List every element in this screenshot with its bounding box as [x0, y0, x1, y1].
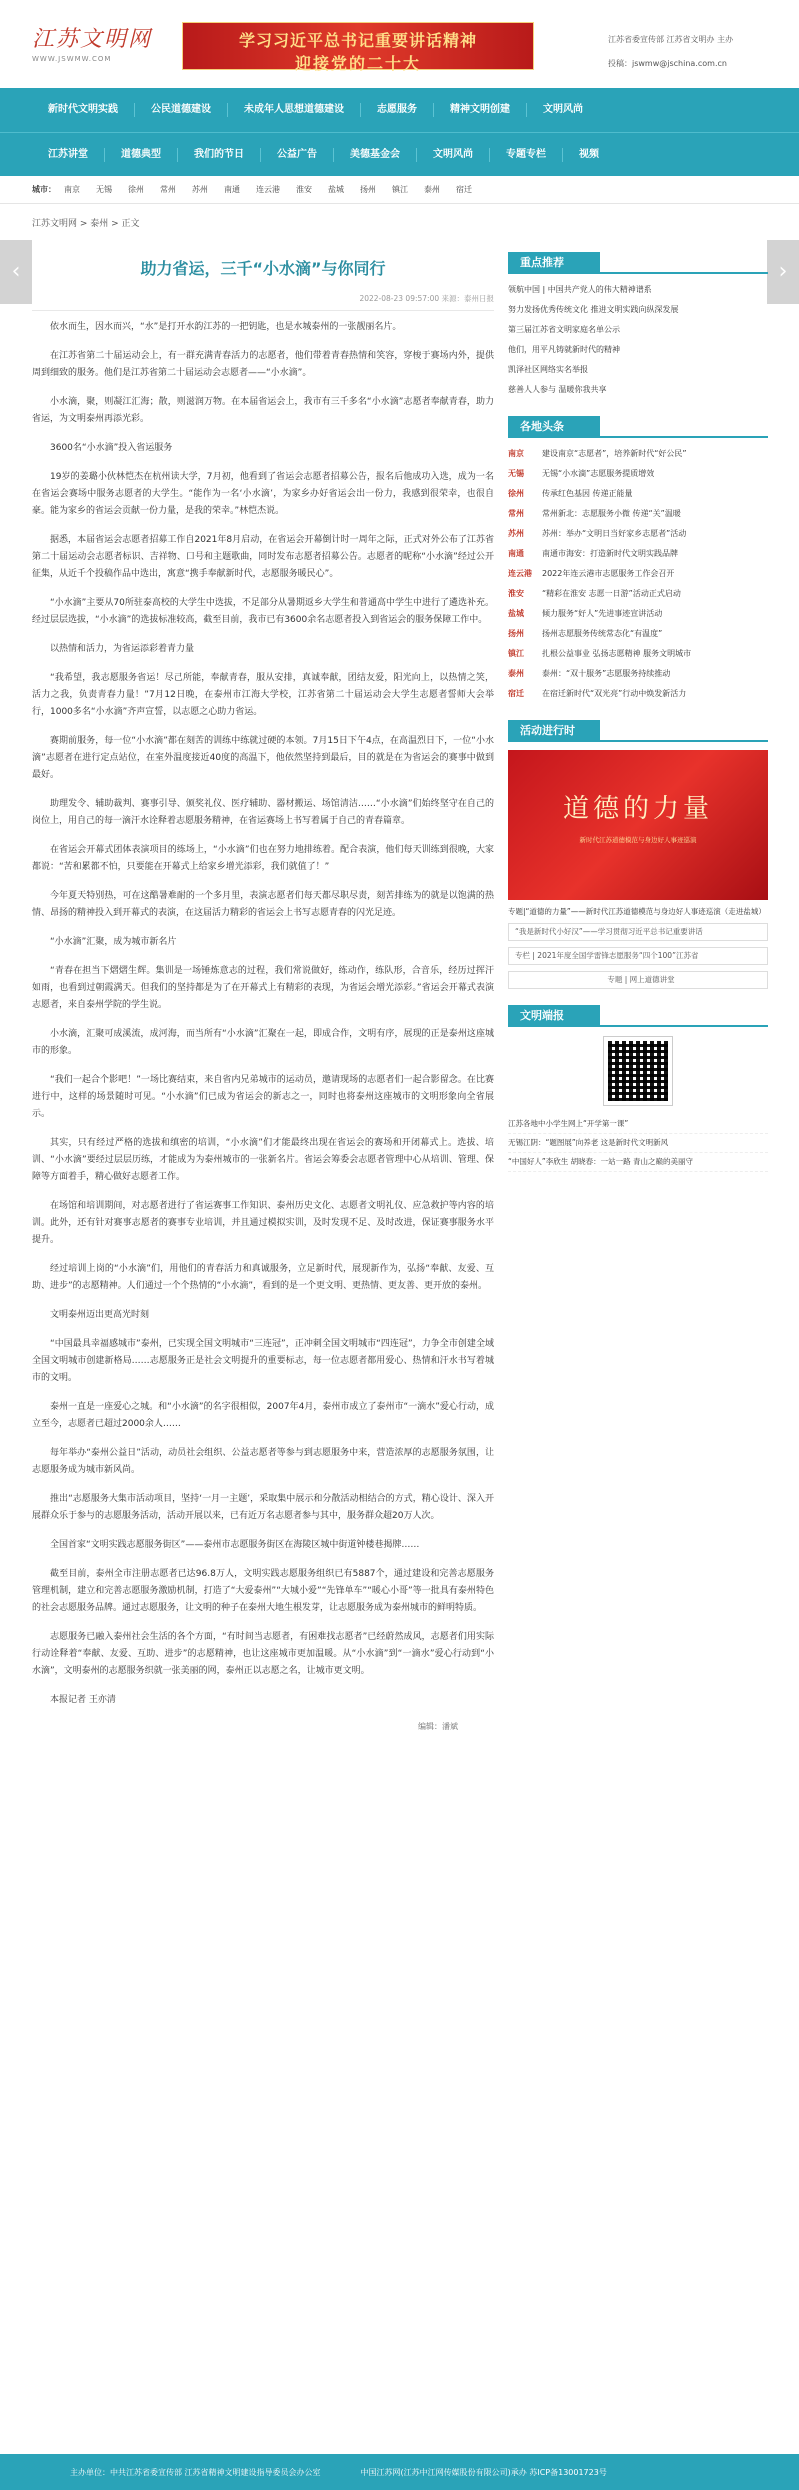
city-news-item[interactable] [508, 564, 768, 584]
city-news-city[interactable]: 南京 [508, 449, 524, 458]
city-link[interactable]: 镇江 [392, 185, 408, 194]
city-link[interactable]: 泰州 [424, 185, 440, 194]
civ-news-item[interactable]: 江苏各地中小学生网上“开学第一课” [508, 1115, 768, 1134]
article [32, 236, 494, 1732]
city-link[interactable]: 苏州 [192, 185, 208, 194]
article-paragraph: 全国首家“文明实践志愿服务街区”——泰州市志愿服务街区在海陵区城中街道钟楼巷揭牌…… [50, 1540, 420, 1550]
city-news-title[interactable]: 在宿迁新时代“双光亮”行动中焕发新活力 [542, 689, 687, 698]
city-news-city[interactable]: 常州 [508, 509, 524, 518]
city-news-item[interactable] [508, 684, 768, 704]
article-paragraph: 3600名“小水滴”投入省运服务 [50, 443, 173, 453]
city-news-item[interactable] [508, 604, 768, 624]
header-info [608, 28, 733, 76]
nav-item[interactable]: 公民道德建设 [135, 103, 228, 117]
city-news-item[interactable] [508, 524, 768, 544]
qr-code-icon [604, 1037, 672, 1105]
city-link[interactable]: 连云港 [256, 185, 280, 194]
city-link[interactable]: 盐城 [328, 185, 344, 194]
city-news-item[interactable] [508, 504, 768, 524]
city-news-item[interactable] [508, 464, 768, 484]
city-news-title[interactable]: 泰州：“双十服务”志愿服务持续推动 [542, 669, 671, 678]
article-paragraph: 志愿服务已融入泰州社会生活的各个方面，“有时间当志愿者，有困难找志愿者”已经蔚然成风，志愿者们用实际行动诠释着“奉献、友爱、互助、进步”的志愿精神，也让这座城市更加温暖。从“小水滴”到“一滴水”爱心行动到“小水滴”，文明泰州的志愿服务织就一张美丽的网，泰州正以志愿之名，让城市更文明。 [32, 1632, 494, 1676]
recommend-list [508, 280, 768, 400]
article-paragraph: “小水滴”汇聚，成为城市新名片 [50, 937, 177, 947]
recommend-item[interactable]: 领航中国 | 中国共产党人的伟大精神谱系 [508, 285, 652, 294]
article-paragraph: 每年举办“泰州公益日”活动，动员社会组织、公益志愿者等参与到志愿服务中来，营造浓厚的志愿服务氛围，让志愿服务成为城市新风尚。 [32, 1448, 494, 1475]
nav-item[interactable]: 我们的节日 [178, 148, 261, 162]
article-paragraph: “中国最具幸福感城市”泰州，已实现全国文明城市“三连冠”，正冲刺全国文明城市“四连冠”，力争全市创建全域全国文明城市创建新格局……志愿服务正是社会文明提升的重要标志，每一位志愿者都用爱心、热情和汗水书写着城市的文明。 [32, 1339, 494, 1383]
article-paragraph: 截至目前，泰州全市注册志愿者已达96.8万人，文明实践志愿服务组织已有5887个，通过建设和完善志愿服务管理机制，建立和完善志愿服务激励机制，打造了“大爱泰州”“大城小爱”“先锋单车”“暖心小哥”等一批具有泰州特色的社会志愿服务品牌。通过志愿服务，让文明的种子在泰州大地生根发芽，让志愿服务成为泰州城市的鲜明特质。 [32, 1569, 494, 1613]
city-news-city[interactable]: 泰州 [508, 669, 524, 678]
city-news-item[interactable] [508, 664, 768, 684]
site-logo[interactable] [32, 22, 152, 66]
recommend-item[interactable]: 凯泽社区网络实名举报 [508, 365, 588, 374]
article-paragraph: 在江苏省第二十届运动会上，有一群充满青春活力的志愿者，他们带着青春热情和笑容，穿梭于赛场内外，提供周到细致的服务。他们是江苏省第二十届运动会志愿者——“小水滴”。 [32, 351, 494, 378]
site-header [0, 0, 799, 88]
activity-banner-title: 道德的力量 [562, 794, 713, 824]
city-link[interactable]: 宿迁 [456, 185, 472, 194]
site-footer [0, 2454, 799, 2490]
city-bar [0, 176, 799, 204]
city-news-city[interactable]: 宿迁 [508, 689, 524, 698]
main-nav [0, 88, 799, 176]
header-banner[interactable] [182, 22, 534, 73]
topic-link[interactable]: 专题 | 网上道德讲堂 [508, 971, 768, 989]
city-news-city[interactable]: 徐州 [508, 489, 524, 498]
article-paragraph: “我们一起合个影吧！”一场比赛结束，来自省内兄弟城市的运动员，邀请现场的志愿者们一起合影留念。在比赛进行中，这样的场景随时可见。“小水滴”们已成为省运会的新志之一，同时也将泰州这座城市的文明形象向全省展示。 [32, 1075, 494, 1119]
article-paragraph: “我希望，我志愿服务省运！尽己所能，奉献青春，服从安排，真诚奉献，团结友爱，阳光向上，以热情之笑，活力之我，负责青春力量！”7月12日晚，在泰州市江海大学校，江苏省第二十届运动会大学生志愿者誓师大会举行，1000多名“小水滴”齐声宣誓，以志愿之心助力省运。 [32, 673, 494, 717]
city-link[interactable]: 徐州 [128, 185, 144, 194]
footer-sponsor: 主办单位：中共江苏省委宣传部 江苏省精神文明建设指导委员会办公室 [70, 2467, 321, 2477]
article-meta: 2022-08-23 09:57:00 来源：泰州日报 [32, 293, 494, 311]
logo-url: WWW.JSWMW.COM [32, 55, 112, 63]
recommend-item[interactable]: 他们，用平凡铸就新时代的精神 [508, 345, 620, 354]
city-news-title[interactable]: 常州新北：志愿服务小微 传递“关”温暖 [542, 509, 681, 518]
topic-link[interactable]: “我是新时代小好汉”——学习贯彻习近平总书记重要讲话 [508, 923, 768, 941]
article-paragraph: 赛期前服务，每一位“小水滴”都在刻苦的训练中练就过硬的本领。7月15日下午4点，在高温烈日下，一位“小水滴”志愿者在进行定点站位，在室外温度接近40度的高温下，他依然坚持到最后，目的就是在为省运会的赛事中做到最好。 [32, 736, 494, 780]
city-link[interactable]: 扬州 [360, 185, 376, 194]
city-news-title[interactable]: 扬州志愿服务传统常态化“有温度” [542, 629, 663, 638]
city-news-title[interactable]: 建设南京“志愿者”，培养新时代“好公民” [542, 449, 687, 458]
civ-news-list [508, 1115, 768, 1172]
breadcrumb[interactable]: 江苏文明网 > 泰州 > 正文 [32, 219, 140, 229]
article-paragraph: 推出“志愿服务大集市活动项目，坚持‘一月一主题’，采取集中展示和分散活动相结合的方式，精心设计、深入开展群众乐于参与的志愿服务活动，活动开展以来，已有近万名志愿者参与其中，服务群众超20万人次。 [32, 1494, 494, 1521]
city-link[interactable]: 南通 [224, 185, 240, 194]
city-news-city[interactable]: 淮安 [508, 589, 524, 598]
activity-section-title: 活动进行时 [508, 720, 600, 742]
activity-caption[interactable]: 专题|“道德的力量”——新时代江苏道德模范与身边好人事迹巡演（走进盐城） [508, 907, 766, 916]
city-news-title[interactable]: 扎根公益事业 弘扬志愿精神 服务文明城市 [542, 649, 692, 658]
city-news-title[interactable]: 倾力服务“好人”先进事迹宣讲活动 [542, 609, 663, 618]
article-paragraph: 经过培训上岗的“小水滴”们，用他们的青春活力和真诚服务，立足新时代，展现新作为，弘扬“奉献、友爱、互助、进步”的志愿精神。人们通过一个个热情的“小水滴”，看到的是一个更文明、更热情、更友善、更开放的泰州。 [32, 1264, 494, 1291]
city-news-city[interactable]: 苏州 [508, 529, 524, 538]
nav-item[interactable]: 视频 [579, 148, 599, 160]
article-editor: 编辑：潘斌 [418, 1722, 458, 1731]
logo-text: 江苏文明网 [32, 27, 153, 52]
article-paragraph: 小水滴，聚，则凝江汇海；散，则滋润万物。在本届省运会上，我市有三千多名“小水滴”志愿者奉献青春，助力省运，为文明泰州再添光彩。 [32, 397, 494, 424]
article-paragraph: “小水滴”主要从70所驻泰高校的大学生中选拔，不足部分从暑期返乡大学生和普通高中学生中进行了遴选补充。经过层层选拔，“小水滴”的选拔标准较高，截至目前，我市已有3600余名志愿者投入到省运会的服务保障工作中。 [32, 598, 494, 625]
nav-item[interactable]: 专题专栏 [490, 148, 563, 162]
city-news-item[interactable] [508, 444, 768, 464]
article-title: 助力省运，三千“小水滴”与你同行 [140, 259, 386, 278]
city-news-item[interactable] [508, 544, 768, 564]
recommend-section-title: 重点推荐 [508, 252, 600, 274]
city-news-city[interactable]: 盐城 [508, 609, 524, 618]
city-link[interactable]: 淮安 [296, 185, 312, 194]
topic-link[interactable]: 专栏 | 2021年度全国学雷锋志愿服务“四个100”江苏省 [508, 947, 768, 965]
city-news-item[interactable] [508, 584, 768, 604]
article-paragraph: 其实，只有经过严格的选拔和缜密的培训，“小水滴”们才能最终出现在省运会的赛场和开闭幕式上。选拔、培训、“小水滴”要经过层层历练，才能成为为泰州城市的一张新名片。省运会筹委会志愿者管理中心从培训、管理、保障等方面着手，精心做好志愿者工作。 [32, 1138, 494, 1182]
city-news-list [508, 444, 768, 704]
nav-row-secondary [0, 132, 799, 176]
article-paragraph: 以热情和活力，为省运添彩着青力量 [50, 644, 195, 654]
recommend-item[interactable]: 第三届江苏省文明家庭名单公示 [508, 325, 620, 334]
article-paragraph: 小水滴，汇聚可成溪流，成河海，而当所有“小水滴”汇聚在一起，即成合作，文明有序，展现的正是泰州这座城市的形象。 [32, 1029, 494, 1056]
footer-icp: 中国江苏网(江苏中江网传媒股份有限公司)承办 苏ICP备13001723号 [360, 2467, 607, 2477]
nav-item[interactable]: 文明风尚 [543, 104, 583, 115]
city-news-city[interactable]: 南通 [508, 549, 524, 558]
city-news-item[interactable] [508, 484, 768, 504]
recommend-item[interactable]: 努力发扬优秀传统文化 推进文明实践向纵深发展 [508, 305, 679, 314]
city-link[interactable]: 常州 [160, 185, 176, 194]
city-news-city[interactable]: 连云港 [508, 569, 532, 578]
city-news-city[interactable]: 镇江 [508, 649, 524, 658]
article-paragraph: 据悉，本届省运会志愿者招募工作自2021年8月启动，在省运会开幕倒计时一周年之际，正式对外公布了江苏省第二十届运动会志愿者标识、吉祥物、口号和主题歌曲，同时发布志愿者招募公告。志愿者的昵称“小水滴”经过公开征集，从近千个投稿作品中选出，寓意“携手奉献新时代，志愿服务暖民心”。 [32, 535, 494, 579]
civ-news-item[interactable]: “中国好人”李欣生 胡晓春：一站一路 青山之巅的美丽守 [508, 1153, 768, 1172]
civ-section-title: 文明端报 [508, 1005, 600, 1027]
article-paragraph: 文明泰州迈出更高光时刻 [50, 1310, 150, 1320]
nav-item[interactable]: 美德基金会 [334, 148, 417, 162]
sponsor-text: 江苏省委宣传部 江苏省文明办 主办 [608, 35, 734, 44]
city-link[interactable]: 南京 [64, 185, 80, 194]
city-news-item[interactable] [508, 644, 768, 664]
article-paragraph: 依水而生，因水而兴，“水”是打开水韵江苏的一把钥匙，也是水城泰州的一张靓丽名片。 [50, 322, 402, 332]
next-article-arrow-icon[interactable]: › [767, 240, 799, 304]
article-paragraph: 在省运会开幕式团体表演项目的练场上，“小水滴”们也在努力地排练着。配合表演，他们每天训练到很晚，大家都说：“苦和累都不怕，只要能在开幕式上给家乡增光添彩，我们就值了！” [32, 845, 494, 872]
banner-line-2: 迎接党的二十大 [294, 54, 421, 73]
recommend-item[interactable]: 慈善人人参与 温暖你我共享 [508, 385, 607, 394]
nav-item[interactable]: 新时代文明实践 [32, 103, 135, 117]
nav-row-primary [0, 88, 799, 132]
nav-item[interactable]: 道德典型 [105, 148, 178, 162]
civ-news-item[interactable]: 无锡江阴：“题图展”向养老 这是新时代文明新风 [508, 1134, 768, 1153]
nav-item[interactable]: 未成年人思想道德建设 [228, 103, 361, 117]
article-paragraph: 助理发令、辅助裁判、赛事引导、颁奖礼仪、医疗辅助、器材搬运、场馆清洁……“小水滴”们始终坚守在自己的岗位上，用自己的每一滴汗水诠释着志愿服务精神，在省运赛场上书写着属于自己的青春篇章。 [32, 799, 494, 826]
city-bar-label: 城市： [32, 185, 56, 194]
nav-item[interactable]: 志愿服务 [361, 103, 434, 117]
city-news-city[interactable]: 扬州 [508, 629, 524, 638]
city-news-city[interactable]: 无锡 [508, 469, 524, 478]
submission-email[interactable]: 投稿：jswmw@jschina.com.cn [608, 59, 727, 68]
activity-banner-image[interactable] [508, 750, 768, 900]
city-news-title[interactable]: “精彩在淮安 志愿一日游”活动正式启动 [542, 589, 681, 598]
nav-item[interactable]: 文明风尚 [417, 148, 490, 162]
nav-item[interactable]: 精神文明创建 [434, 103, 527, 117]
banner-line-1: 学习习近平总书记重要讲话精神 [238, 31, 477, 50]
article-paragraph: 在场馆和培训期间，对志愿者进行了省运赛事工作知识、泰州历史文化、志愿者文明礼仪、应急救护等内容的培训。此外，还有针对赛事志愿者的赛事专业培训，并且通过模拟实训，及时发现不足、及时改进，保证赛事服务水平提升。 [32, 1201, 494, 1245]
city-news-item[interactable] [508, 624, 768, 644]
article-paragraph: 19岁的姜璐小伙林恺杰在杭州读大学，7月初，他看到了省运会志愿者招募公告，报名后他成功入选，成为一名在省运会赛场中服务志愿者的大学生。“能作为一名‘小水滴’，为家乡办好省运会出一份力，我感到很荣幸，也很自豪。能为家乡的省运会贡献一份力量，是我的荣幸。”林恺杰说。 [32, 472, 494, 516]
article-paragraph: “青春在担当下熠熠生辉。集训是一场锤炼意志的过程，我们常说做好，练动作，练队形，合音乐，经历过挥汗如雨，也看到过朝霞满天。但我们的坚持都是为了在开幕式上有精彩的表现，为省运会增光添彩。”省运会开幕式表演志愿者，来自泰州学院的学生说。 [32, 966, 494, 1010]
article-paragraph: 今年夏天特别热，可在这酷暑难耐的一个多月里，表演志愿者们每天都尽职尽责，刻苦排练为的就是以饱满的热情、昂扬的精神投入到开幕式的表演，在这届活力精彩的省运会上书写志愿青春的闪光足迹。 [32, 891, 494, 918]
city-news-section-title: 各地头条 [508, 416, 600, 438]
activity-banner-subtitle: 新时代江苏道德模范与身边好人事迹巡演 [579, 836, 697, 844]
city-news-title[interactable]: 传承红色基因 传递正能量 [542, 489, 633, 498]
article-body [32, 319, 494, 1709]
previous-article-arrow-icon[interactable]: ‹ [0, 240, 32, 304]
nav-item[interactable]: 公益广告 [261, 148, 334, 162]
city-news-title[interactable]: 无锡“小水滴”志愿服务提质增效 [542, 469, 655, 478]
article-paragraph: 泰州一直是一座爱心之城。和“小水滴”的名字很相似，2007年4月，泰州市成立了泰州市“一滴水”爱心行动，成立至今，志愿者已超过2000余人…… [32, 1402, 494, 1429]
city-news-title[interactable]: 南通市海安：打造新时代文明实践品牌 [542, 549, 678, 558]
sidebar [508, 236, 768, 1172]
article-paragraph: 本报记者 王亦清 [50, 1695, 116, 1705]
city-link[interactable]: 无锡 [96, 185, 112, 194]
city-news-title[interactable]: 2022年连云港市志愿服务工作会召开 [542, 569, 675, 578]
nav-item[interactable]: 江苏讲堂 [32, 148, 105, 162]
city-news-title[interactable]: 苏州：举办“文明日当好家乡志愿者”活动 [542, 529, 687, 538]
